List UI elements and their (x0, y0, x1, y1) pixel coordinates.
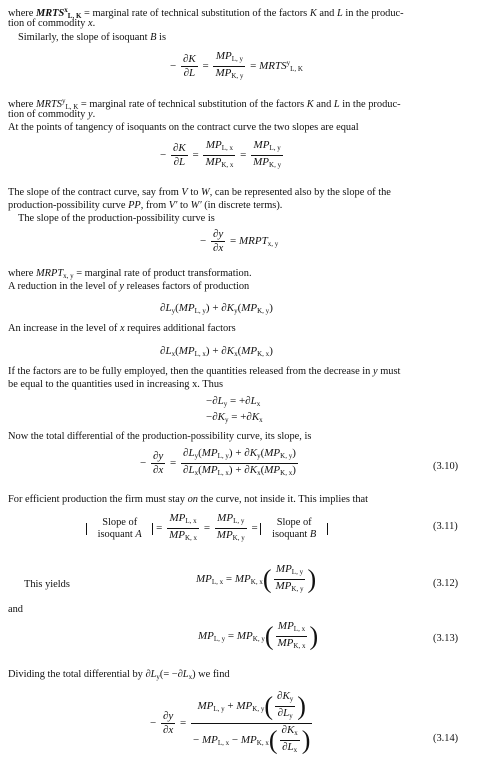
equation-require-x: $\partial L_x(MP_{L, x}) + \partial K_x(MP_{K, x})$ (160, 345, 273, 358)
text-line-1: where $MRTS^x_{L, K}$ = marginal rate of technical substitution of the factors K and L in the produc- (8, 6, 404, 20)
text-line-13: If the factors are to be fully employed, then the quantities released from the decrease in y must (8, 366, 401, 377)
text-line-4: where $MRTS^y_{L, K}$ = marginal rate of technical substitution of the factors K and L in the produc- (8, 97, 401, 111)
text-line-16: For efficient production the firm must stay on the curve, not inside it. This implies that (8, 494, 369, 505)
text-line-15: Now the total differential of the production-possibility curve, its slope, is (8, 431, 312, 442)
text-line-7: The slope of the contract curve, say from V to W, can be represented also by the slope of the (8, 187, 391, 198)
text-line-6: At the points of tangency of isoquants on the contract curve the two slopes are equal (8, 122, 359, 133)
text-line-5: tion of commodity y. (8, 109, 96, 120)
equation-tangency: − $\frac{\partial K}{\partial L}$ = $\frac{MP_{L, x}}{MP_{K, x}}$ = $\frac{MP_{L, y}}{MP_{K, y}}$ (160, 139, 285, 172)
equation-number-3-12: (3.12) (433, 578, 459, 589)
equation-3-11: Slope of isoquant A = $\frac{MP_{L, x}}{MP_{K, x}}$ = $\frac{MP_{L, y}}{MP_{K, y}}$ = Slope of isoquant B (86, 512, 328, 545)
text-line-18: and (8, 604, 24, 615)
text-line-17: This yields (24, 579, 70, 590)
text-line-3: Similarly, the slope of isoquant B is (18, 32, 166, 43)
equation-balance: $-\partial L_y = +\partial L_x$ $-\partial K_y = +\partial K_x$ (206, 395, 263, 424)
text-line-19: Dividing the total differential by $\partial L_y(= -\partial L_x)$ we find (8, 669, 230, 681)
text-line-12: An increase in the level of x requires additional factors (8, 323, 236, 334)
text-line-9: The slope of the production-possibility curve is (18, 213, 215, 224)
text-line-10: where $MRPT_{x, y}$ = marginal rate of product transformation. (8, 268, 252, 280)
equation-number-3-11: (3.11) (433, 521, 458, 532)
text-line-11: A reduction in the level of y releases factors of production (8, 281, 250, 292)
equation-number-3-13: (3.13) (433, 633, 459, 644)
text-line-8: production-possibility curve PP, from V′ to W′ (in discrete terms). (8, 200, 283, 211)
equation-slope-b: − $\frac{\partial K}{\partial L}$ = $\frac{MP_{L, y}}{MP_{K, y}}$ = $MRTS^y_{L, K}$ (170, 50, 303, 83)
equation-3-10: − $\frac{\partial y}{\partial x}$ = $\frac{\partial L_y(MP_{L, y}) + \partial K_y(MP_{K, y})}{\partial L_x(MP_{L, x}) + \partial K_x(MP_{K, x})}$ (140, 447, 300, 480)
equation-3-13: $MP_{L, y} = MP_{K, y}$( $\frac{MP_{L, x}}{MP_{K, x}}$ ) (198, 620, 318, 653)
equation-number-3-10: (3.10) (433, 461, 459, 472)
equation-mrpt: − $\frac{\partial y}{\partial x}$ = $MRPT_{x, y}$ (200, 228, 279, 254)
equation-3-14: − $\frac{\partial y}{\partial x}$ = $MP_{L, y} + MP_{K, y}$( $\frac{\partial K_y}{\partial L_y}$ ) − $MP_{L, x} - MP_{K, x}$( $\frac{\partial K_x}{\partial L_x}$ ) (150, 690, 314, 757)
equation-3-12: $MP_{L, x} = MP_{K, x}$( $\frac{MP_{L, y}}{MP_{K, y}}$ ) (196, 563, 316, 596)
text-line-2: tion of commodity x. (8, 18, 96, 29)
equation-number-3-14: (3.14) (433, 733, 459, 744)
text-line-14: be equal to the quantities used in increasing x. Thus (8, 379, 224, 390)
equation-release-y: $\partial L_y(MP_{L, y}) + \partial K_y(MP_{K, y})$ (160, 302, 273, 315)
